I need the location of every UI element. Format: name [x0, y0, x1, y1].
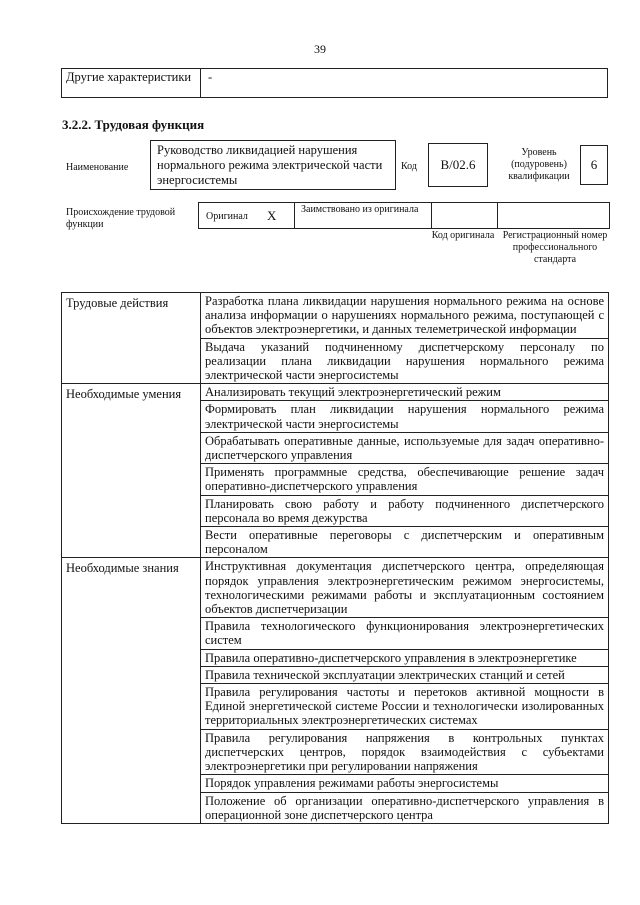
section-title: 3.2.2. Трудовая функция — [62, 117, 205, 132]
table-cell: Вести оперативные переговоры с диспетчерским и оперативным персоналом — [201, 527, 609, 558]
table-row — [62, 384, 609, 401]
table-cell: Правила регулирования напряжения в контрольных пунктах диспетчерских центров, порядок взаимодействия с субъектами электроэнергетики при регулировании напряжения — [201, 729, 609, 775]
table-cell: Правила технологического функционирования электроэнергетических систем — [201, 618, 609, 649]
table-cell: Правила технической эксплуатации электрических станций и сетей — [201, 666, 609, 683]
table-row — [62, 293, 609, 339]
table-cell: Анализировать текущий электроэнергетический режим — [201, 384, 609, 401]
table-cell: Планировать свою работу и работу подчиненного диспетчерского персонала во время дежурства — [201, 495, 609, 526]
origin-label: Происхождение трудовой функции — [66, 207, 176, 230]
table-cell: Инструктивная документация диспетчерского центра, определяющая порядок управления электроэнергетическим режимом энергосистемы, технологическими режимами работы и эксплуатационным состоянием объектов диспетчеризации — [201, 558, 609, 618]
group-header: Необходимые знания — [62, 558, 201, 823]
reg-number-caption: Регистрационный номер профессионального стандарта — [502, 230, 608, 265]
code-label: Код — [401, 161, 417, 172]
table-cell: Разработка плана ликвидации нарушения нормального режима на основе анализа информации о нарушениях нормального режима, поступающей с объектов электроэнергетики, и данных телеметрической информации — [201, 293, 609, 339]
borrowed-label: Заимствовано из оригинала — [301, 204, 419, 215]
origin-divider — [497, 203, 498, 228]
group-header: Необходимые умения — [62, 384, 201, 558]
function-code: B/02.6 — [428, 143, 488, 187]
original-label: Оригинал — [206, 211, 248, 222]
level-label: Уровень (подуровень) квалификации — [508, 147, 570, 182]
code-original-caption: Код оригинала — [431, 230, 495, 241]
function-details-table — [61, 292, 609, 824]
table-cell: Правила регулирования частоты и перетоков активной мощности в Единой энергетической системе России и технологически изолированных территориальных электроэнергетических системах — [201, 684, 609, 730]
table-cell: Выдача указаний подчиненному диспетчерскому персоналу по реализации плана ликвидации нарушения нормального режима электрической части энергосистемы — [201, 338, 609, 384]
function-name: Руководство ликвидацией нарушения нормального режима электрической части энергосистемы — [150, 140, 396, 190]
other-characteristics-label: Другие характеристики — [66, 70, 192, 84]
name-label: Наименование — [66, 162, 129, 173]
table-cell: Правила оперативно-диспетчерского управления в электроэнергетике — [201, 649, 609, 666]
table-cell: Применять программные средства, обеспечивающие решение задач оперативно-диспетчерского управления — [201, 464, 609, 495]
table-cell: Порядок управления режимами работы энергосистемы — [201, 775, 609, 792]
table-cell: Положение об организации оперативно-диспетчерского управления в операционной зоне диспетчерского центра — [201, 792, 609, 823]
other-characteristics-row — [61, 68, 608, 98]
table-cell: Формировать план ликвидации нарушения нормального режима электрической части энергосистемы — [201, 401, 609, 432]
other-characteristics-value: - — [208, 70, 213, 84]
table-row — [62, 558, 609, 618]
table-cell: Обрабатывать оперативные данные, используемые для задач оперативно-диспетчерского управления — [201, 432, 609, 463]
group-header: Трудовые действия — [62, 293, 201, 384]
page-number: 39 — [314, 42, 326, 56]
original-mark: X — [267, 208, 277, 223]
origin-divider — [294, 203, 295, 228]
origin-divider — [431, 203, 432, 228]
qualification-level: 6 — [580, 145, 608, 185]
divider — [200, 69, 201, 97]
